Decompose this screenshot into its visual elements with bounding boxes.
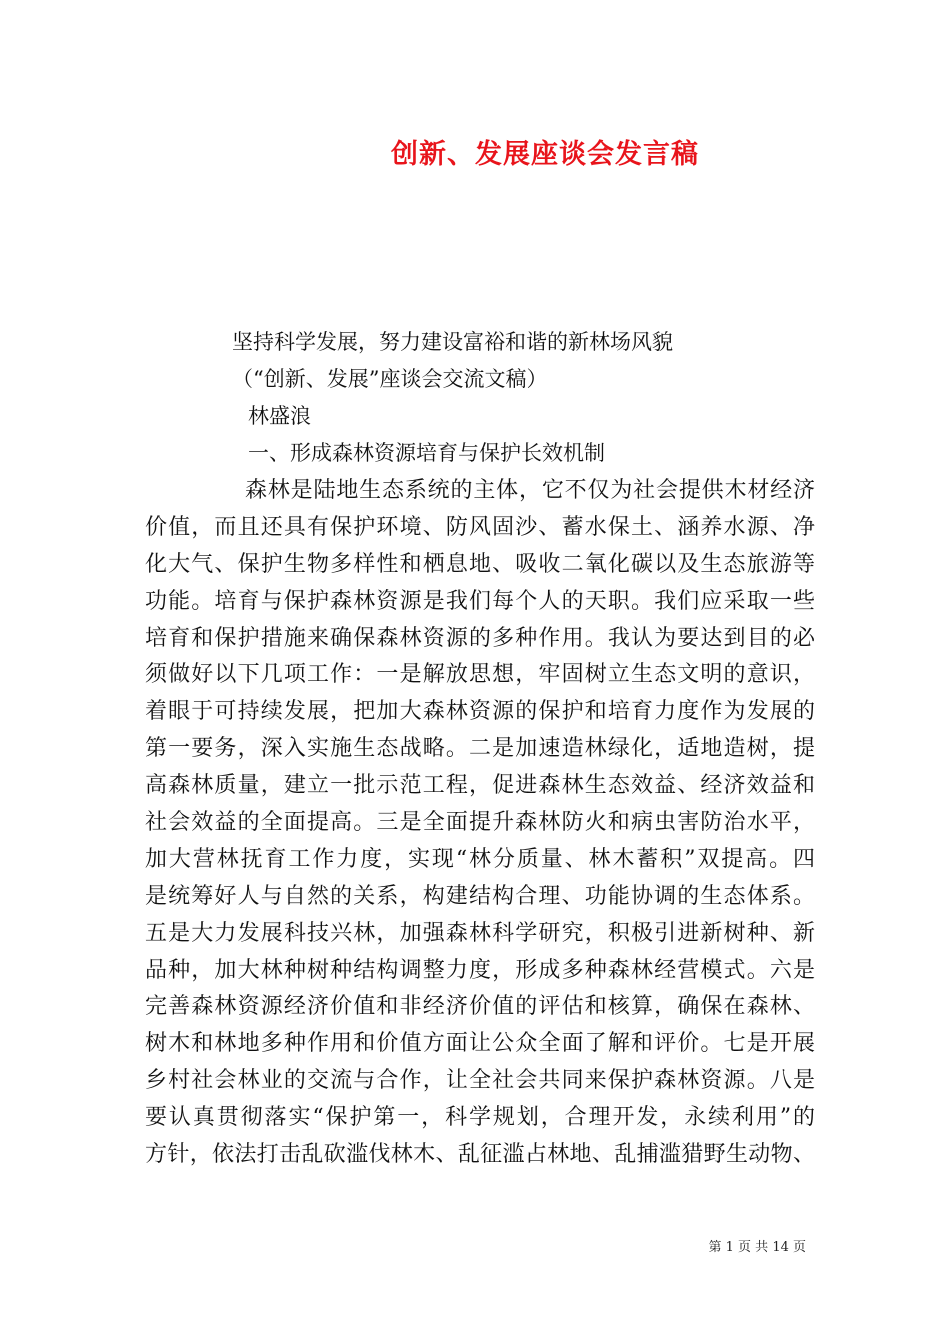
page-footer: 第 1 页 共 14 页: [708, 1240, 806, 1255]
body-line: 树木和林地多种作用和价值方面让公众全面了解和评价。七是开展: [145, 1031, 815, 1057]
body-line: 加大营林抚育工作力度，实现“林分质量、林木蓄积”双提高。四: [145, 846, 815, 872]
body-line: 方针，依法打击乱砍滥伐林木、乱征滥占林地、乱捕滥猎野生动物、: [145, 1142, 815, 1168]
document-subtitle: 坚持科学发展，努力建设富裕和谐的新林场风貌: [232, 330, 673, 354]
body-text: [145, 473, 815, 1174]
body-line: 完善森林资源经济价值和非经济价值的评估和核算，确保在森林、: [145, 994, 815, 1020]
body-line: 第一要务，深入实施生态战略。二是加速造林绿化，适地造树，提: [145, 736, 815, 762]
body-line: 功能。培育与保护森林资源是我们每个人的天职。我们应采取一些: [145, 588, 815, 614]
body-line: 品种，加大林种树种结构调整力度，形成多种森林经营模式。六是: [145, 957, 815, 983]
body-line: 价值，而且还具有保护环境、防风固沙、蓄水保土、涵养水源、净: [145, 514, 815, 540]
section-heading: 一、形成森林资源培育与保护长效机制: [248, 441, 605, 465]
body-line: 须做好以下几项工作：一是解放思想，牢固树立生态文明的意识，: [145, 662, 815, 688]
body-line: 森林是陆地生态系统的主体，它不仅为社会提供木材经济: [245, 478, 815, 503]
body-line: 着眼于可持续发展，把加大森林资源的保护和培育力度作为发展的: [145, 699, 815, 725]
body-line: 要认真贯彻落实“保护第一，科学规划，合理开发，永续利用”的: [145, 1105, 815, 1131]
body-line: 社会效益的全面提高。三是全面提升森林防火和病虫害防治水平，: [145, 810, 815, 836]
author-name: 林盛浪: [248, 404, 311, 428]
body-line: 高森林质量，建立一批示范工程，促进森林生态效益、经济效益和: [145, 773, 815, 799]
document-note: （“创新、发展”座谈会交流文稿）: [232, 367, 548, 391]
body-line: 是统筹好人与自然的关系，构建结构合理、功能协调的生态体系。: [145, 883, 815, 909]
document-title: 创新、发展座谈会发言稿: [391, 139, 699, 170]
body-line: 化大气、保护生物多样性和栖息地、吸收二氧化碳以及生态旅游等: [145, 551, 815, 577]
body-line: 五是大力发展科技兴林，加强森林科学研究，积极引进新树种、新: [145, 920, 815, 946]
body-line: 培育和保护措施来确保森林资源的多种作用。我认为要达到目的必: [145, 625, 815, 651]
body-line: 乡村社会林业的交流与合作，让全社会共同来保护森林资源。八是: [145, 1068, 815, 1094]
